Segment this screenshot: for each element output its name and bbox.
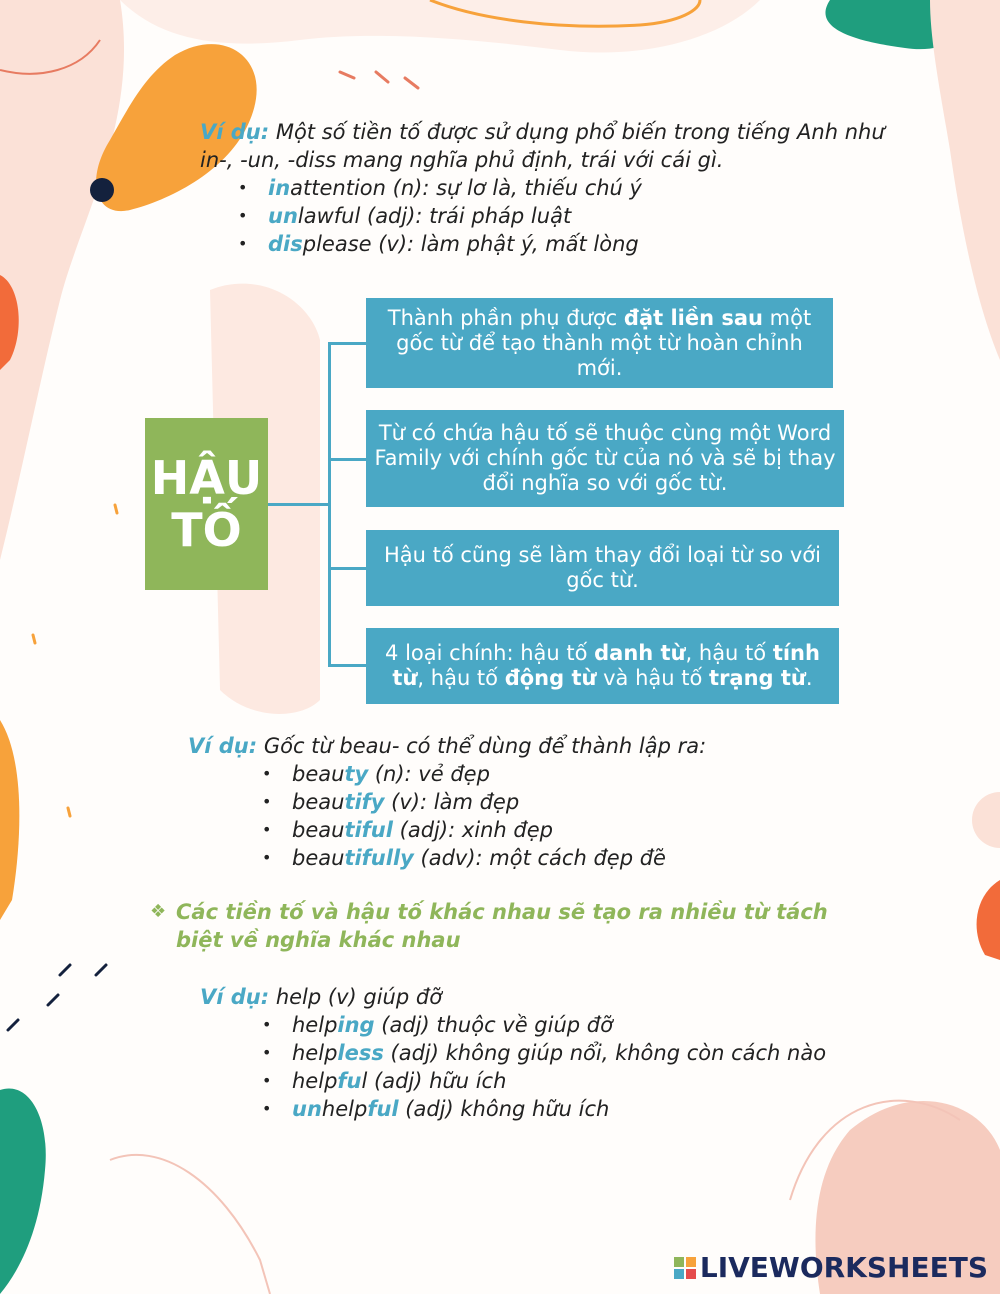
teal-blob-bottom-left [0,1088,46,1294]
navy-dot [90,178,114,202]
example-intro: help (v) giúp đỡ [269,985,443,1009]
suffix-list [292,760,888,872]
prefix-list [268,174,890,258]
info-box-2: Từ có chứa hậu tố sẽ thuộc cùng một Word Family với chính gốc từ của nó và sẽ bị thay đổi nghĩa so với gốc từ. [366,410,844,507]
list-item: • displease (v): làm phật ý, mất lòng [268,230,890,258]
connector-branch-3 [328,567,368,570]
logo-mark-icon [674,1257,696,1279]
connector-branch-1 [328,342,368,345]
connector-vertical [328,342,331,666]
outline-curve-bottom [110,1155,270,1294]
help-list [292,1011,900,1123]
dash-marks-small [33,505,117,816]
list-item: • inattention (n): sự lơ là, thiếu chú ý [268,174,890,202]
suffix-example [188,732,888,872]
diamond-bullet-icon: ❖ [150,901,167,922]
list-item: • beauty (n): vẻ đẹp [292,760,888,788]
example-label: Ví dụ: [188,734,258,758]
liveworksheets-logo [674,1251,988,1284]
info-box-3: Hậu tố cũng sẽ làm thay đổi loại từ so với gốc từ. [366,530,839,606]
prefix-example [200,118,890,258]
example-intro: Một số tiền tố được sử dụng phổ biến trong tiếng Anh như in-, -un, -diss mang nghĩa phủ định, trái với cái gì. [200,120,885,172]
example-label: Ví dụ: [200,985,270,1009]
connector-stem [268,503,330,506]
note [150,898,870,954]
suffix-title-box [145,418,268,590]
connector-branch-2 [328,458,368,461]
info-box-1: Thành phần phụ được đặt liền sau một gốc từ để tạo thành một từ hoàn chỉnh mới. [366,298,833,388]
list-item: • beautify (v): làm đẹp [292,788,888,816]
list-item: • helpless (adj) không giúp nổi, không còn cách nào [292,1039,900,1067]
info-box-4: 4 loại chính: hậu tố danh từ, hậu tố tính từ, hậu tố động từ và hậu tố trạng từ. [366,628,839,704]
list-item: • helpful (adj) hữu ích [292,1067,900,1095]
suffix-title-line1: HẬU [150,451,263,505]
orange-blob-left [0,720,19,920]
list-item: • beautiful (adj): xinh đẹp [292,816,888,844]
list-item: • unlawful (adj): trái pháp luật [268,202,890,230]
peach-circle-right [972,792,1000,848]
suffix-title-line2: TỐ [171,503,242,557]
red-blob-right [977,880,1000,960]
example-label: Ví dụ: [200,120,270,144]
dash-marks-bottom [8,965,106,1030]
logo-text: LIVEWORKSHEETS [699,1251,988,1284]
help-example [200,983,900,1123]
list-item: • helping (adj) thuộc về giúp đỡ [292,1011,900,1039]
peach-blob-left [0,0,124,560]
note-text: Các tiền tố và hậu tố khác nhau sẽ tạo ra nhiều từ tách biệt về nghĩa khác nhau [176,900,828,952]
dash-marks-top [340,72,418,88]
list-item: • beautifully (adv): một cách đẹp đẽ [292,844,888,872]
connector-branch-4 [328,664,368,667]
example-intro: Gốc từ beau- có thể dùng để thành lập ra: [257,734,707,758]
list-item: • unhelpful (adj) không hữu ích [292,1095,900,1123]
peach-blob-right [930,0,1000,360]
